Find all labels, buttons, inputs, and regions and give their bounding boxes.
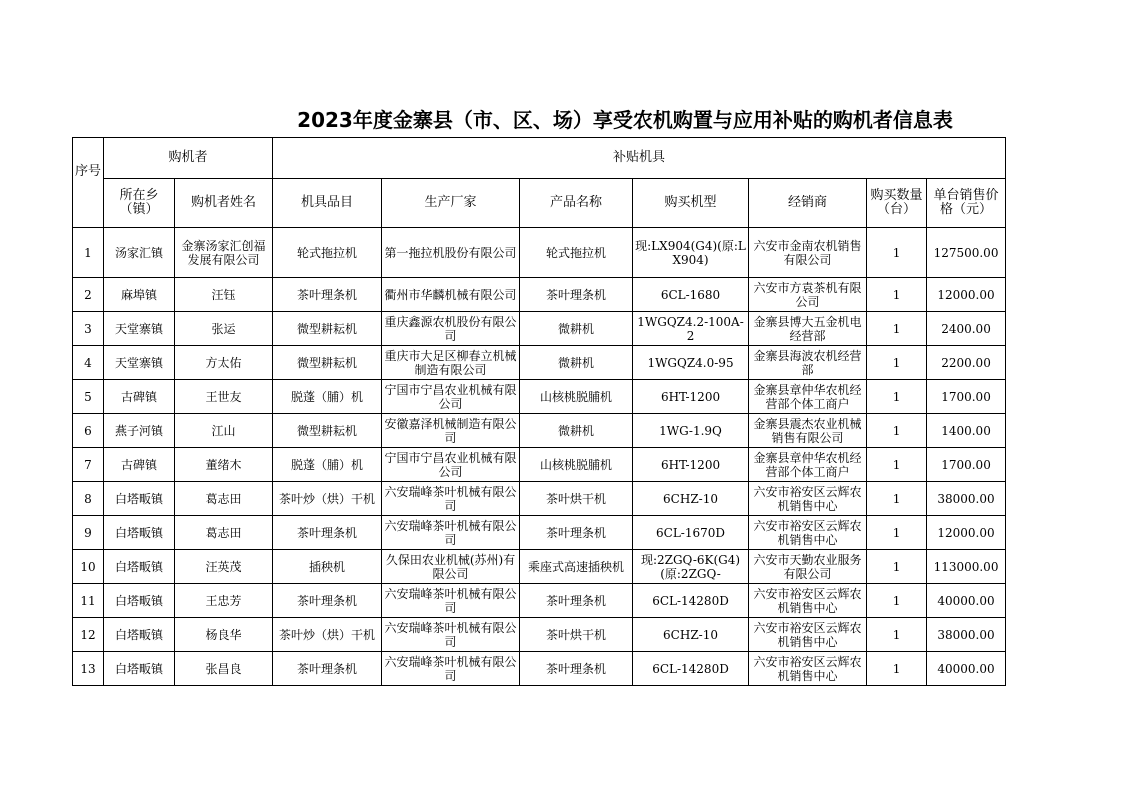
cell-quantity: 1 — [867, 550, 927, 584]
cell-town: 白塔畈镇 — [104, 516, 175, 550]
cell-price: 40000.00 — [927, 652, 1006, 686]
table-row — [73, 346, 1006, 380]
cell-price: 2200.00 — [927, 346, 1006, 380]
cell-quantity: 1 — [867, 448, 927, 482]
cell-model: 1WG-1.9Q — [633, 414, 749, 448]
cell-buyer-name: 江山 — [175, 414, 273, 448]
cell-town: 白塔畈镇 — [104, 584, 175, 618]
cell-model: 6CL-14280D — [633, 652, 749, 686]
header-seq: 序号 — [73, 138, 104, 228]
cell-seq: 3 — [73, 312, 104, 346]
cell-town: 天堂寨镇 — [104, 346, 175, 380]
header-buyer-name: 购机者姓名 — [175, 179, 273, 228]
cell-category: 茶叶理条机 — [273, 516, 382, 550]
table-row — [73, 380, 1006, 414]
cell-town: 白塔畈镇 — [104, 482, 175, 516]
header-town: 所在乡（镇） — [104, 179, 175, 228]
cell-model: 6CL-1670D — [633, 516, 749, 550]
cell-quantity: 1 — [867, 618, 927, 652]
cell-quantity: 1 — [867, 516, 927, 550]
cell-town: 麻埠镇 — [104, 278, 175, 312]
table-row — [73, 550, 1006, 584]
table-row — [73, 618, 1006, 652]
cell-price: 40000.00 — [927, 584, 1006, 618]
cell-price: 1700.00 — [927, 448, 1006, 482]
cell-manufacturer: 重庆市大足区柳春立机械制造有限公司 — [382, 346, 520, 380]
cell-manufacturer: 六安瑞峰茶叶机械有限公司 — [382, 482, 520, 516]
cell-product: 茶叶理条机 — [520, 584, 633, 618]
header-model: 购买机型 — [633, 179, 749, 228]
cell-town: 白塔畈镇 — [104, 652, 175, 686]
cell-manufacturer: 重庆鑫源农机股份有限公司 — [382, 312, 520, 346]
cell-price: 38000.00 — [927, 618, 1006, 652]
document-title: 2023年度金寨县（市、区、场）享受农机购置与应用补贴的购机者信息表 — [297, 108, 953, 132]
cell-town: 燕子河镇 — [104, 414, 175, 448]
cell-dealer: 六安市裕安区云辉农机销售中心 — [749, 516, 867, 550]
cell-seq: 4 — [73, 346, 104, 380]
table-row — [73, 312, 1006, 346]
table-row — [73, 584, 1006, 618]
cell-seq: 6 — [73, 414, 104, 448]
cell-category: 轮式拖拉机 — [273, 228, 382, 278]
cell-product: 茶叶烘干机 — [520, 482, 633, 516]
header-category: 机具品目 — [273, 179, 382, 228]
cell-category: 脱蓬（脯）机 — [273, 380, 382, 414]
table-row — [73, 228, 1006, 278]
cell-dealer: 六安市裕安区云辉农机销售中心 — [749, 652, 867, 686]
header-price: 单台销售价格（元） — [927, 179, 1006, 228]
cell-seq: 11 — [73, 584, 104, 618]
cell-seq: 5 — [73, 380, 104, 414]
cell-buyer-name: 王忠芳 — [175, 584, 273, 618]
cell-seq: 2 — [73, 278, 104, 312]
cell-buyer-name: 葛志田 — [175, 482, 273, 516]
cell-model: 6CL-14280D — [633, 584, 749, 618]
cell-manufacturer: 六安瑞峰茶叶机械有限公司 — [382, 584, 520, 618]
cell-manufacturer: 第一拖拉机股份有限公司 — [382, 228, 520, 278]
cell-price: 1400.00 — [927, 414, 1006, 448]
table-row — [73, 516, 1006, 550]
cell-seq: 9 — [73, 516, 104, 550]
cell-manufacturer: 安徽嘉泽机械制造有限公司 — [382, 414, 520, 448]
cell-buyer-name: 董绪木 — [175, 448, 273, 482]
header-product: 产品名称 — [520, 179, 633, 228]
cell-category: 微型耕耘机 — [273, 346, 382, 380]
cell-model: 1WGQZ4.0-95 — [633, 346, 749, 380]
cell-product: 茶叶理条机 — [520, 516, 633, 550]
cell-quantity: 1 — [867, 584, 927, 618]
cell-manufacturer: 六安瑞峰茶叶机械有限公司 — [382, 618, 520, 652]
cell-quantity: 1 — [867, 278, 927, 312]
cell-category: 茶叶理条机 — [273, 584, 382, 618]
cell-model: 6CHZ-10 — [633, 482, 749, 516]
cell-price: 127500.00 — [927, 228, 1006, 278]
cell-category: 脱蓬（脯）机 — [273, 448, 382, 482]
cell-model: 6CHZ-10 — [633, 618, 749, 652]
cell-product: 茶叶烘干机 — [520, 618, 633, 652]
cell-buyer-name: 杨良华 — [175, 618, 273, 652]
cell-seq: 10 — [73, 550, 104, 584]
cell-quantity: 1 — [867, 228, 927, 278]
cell-dealer: 六安市裕安区云辉农机销售中心 — [749, 584, 867, 618]
cell-seq: 8 — [73, 482, 104, 516]
cell-category: 茶叶理条机 — [273, 278, 382, 312]
cell-dealer: 金寨县海波农机经营部 — [749, 346, 867, 380]
table-row — [73, 652, 1006, 686]
cell-category: 插秧机 — [273, 550, 382, 584]
cell-product: 微耕机 — [520, 414, 633, 448]
header-buyer-group: 购机者 — [104, 138, 273, 179]
cell-buyer-name: 汪钰 — [175, 278, 273, 312]
cell-dealer: 六安市天勤农业服务有限公司 — [749, 550, 867, 584]
cell-buyer-name: 方太佑 — [175, 346, 273, 380]
cell-category: 茶叶理条机 — [273, 652, 382, 686]
header-machine-group: 补贴机具 — [273, 138, 1006, 179]
cell-price: 2400.00 — [927, 312, 1006, 346]
cell-buyer-name: 金寨汤家汇创福发展有限公司 — [175, 228, 273, 278]
cell-quantity: 1 — [867, 652, 927, 686]
cell-town: 古碑镇 — [104, 380, 175, 414]
cell-category: 茶叶炒（烘）干机 — [273, 618, 382, 652]
cell-model: 现:LX904(G4)(原:LX904) — [633, 228, 749, 278]
cell-dealer: 六安市方袁茶机有限公司 — [749, 278, 867, 312]
cell-product: 微耕机 — [520, 346, 633, 380]
cell-town: 天堂寨镇 — [104, 312, 175, 346]
cell-quantity: 1 — [867, 380, 927, 414]
cell-price: 1700.00 — [927, 380, 1006, 414]
cell-quantity: 1 — [867, 346, 927, 380]
header-quantity: 购买数量（台） — [867, 179, 927, 228]
cell-manufacturer: 宁国市宁昌农业机械有限公司 — [382, 380, 520, 414]
cell-dealer: 金寨县震杰农业机械销售有限公司 — [749, 414, 867, 448]
cell-quantity: 1 — [867, 482, 927, 516]
cell-manufacturer: 衢州市华麟机械有限公司 — [382, 278, 520, 312]
cell-dealer: 金寨县章仲华农机经营部个体工商户 — [749, 448, 867, 482]
cell-model: 6HT-1200 — [633, 380, 749, 414]
cell-seq: 13 — [73, 652, 104, 686]
table-row — [73, 414, 1006, 448]
cell-model: 现:2ZGQ-6K(G4)(原:2ZGQ- — [633, 550, 749, 584]
cell-buyer-name: 张昌良 — [175, 652, 273, 686]
cell-seq: 12 — [73, 618, 104, 652]
cell-product: 乘座式高速插秧机 — [520, 550, 633, 584]
cell-category: 微型耕耘机 — [273, 414, 382, 448]
header-manufacturer: 生产厂家 — [382, 179, 520, 228]
cell-dealer: 六安市裕安区云辉农机销售中心 — [749, 482, 867, 516]
cell-manufacturer: 久保田农业机械(苏州)有限公司 — [382, 550, 520, 584]
cell-product: 茶叶理条机 — [520, 652, 633, 686]
cell-price: 113000.00 — [927, 550, 1006, 584]
cell-category: 茶叶炒（烘）干机 — [273, 482, 382, 516]
table-row — [73, 278, 1006, 312]
cell-dealer: 六安市金南农机销售有限公司 — [749, 228, 867, 278]
cell-seq: 1 — [73, 228, 104, 278]
cell-product: 山核桃脱脯机 — [520, 448, 633, 482]
cell-dealer: 金寨县博大五金机电经营部 — [749, 312, 867, 346]
table-row — [73, 448, 1006, 482]
cell-product: 山核桃脱脯机 — [520, 380, 633, 414]
cell-model: 6HT-1200 — [633, 448, 749, 482]
cell-product: 轮式拖拉机 — [520, 228, 633, 278]
cell-seq: 7 — [73, 448, 104, 482]
table-row — [73, 482, 1006, 516]
cell-model: 1WGQZ4.2-100A-2 — [633, 312, 749, 346]
cell-buyer-name: 王世友 — [175, 380, 273, 414]
buyer-info-table — [72, 137, 1006, 686]
cell-price: 38000.00 — [927, 482, 1006, 516]
cell-quantity: 1 — [867, 312, 927, 346]
cell-town: 白塔畈镇 — [104, 618, 175, 652]
cell-price: 12000.00 — [927, 278, 1006, 312]
cell-price: 12000.00 — [927, 516, 1006, 550]
cell-buyer-name: 汪英茂 — [175, 550, 273, 584]
cell-manufacturer: 六安瑞峰茶叶机械有限公司 — [382, 516, 520, 550]
cell-manufacturer: 宁国市宁昌农业机械有限公司 — [382, 448, 520, 482]
cell-manufacturer: 六安瑞峰茶叶机械有限公司 — [382, 652, 520, 686]
cell-buyer-name: 葛志田 — [175, 516, 273, 550]
cell-dealer: 六安市裕安区云辉农机销售中心 — [749, 618, 867, 652]
cell-category: 微型耕耘机 — [273, 312, 382, 346]
cell-product: 微耕机 — [520, 312, 633, 346]
cell-dealer: 金寨县章仲华农机经营部个体工商户 — [749, 380, 867, 414]
cell-town: 汤家汇镇 — [104, 228, 175, 278]
cell-quantity: 1 — [867, 414, 927, 448]
cell-buyer-name: 张运 — [175, 312, 273, 346]
cell-product: 茶叶理条机 — [520, 278, 633, 312]
cell-town: 古碑镇 — [104, 448, 175, 482]
cell-model: 6CL-1680 — [633, 278, 749, 312]
header-dealer: 经销商 — [749, 179, 867, 228]
cell-town: 白塔畈镇 — [104, 550, 175, 584]
